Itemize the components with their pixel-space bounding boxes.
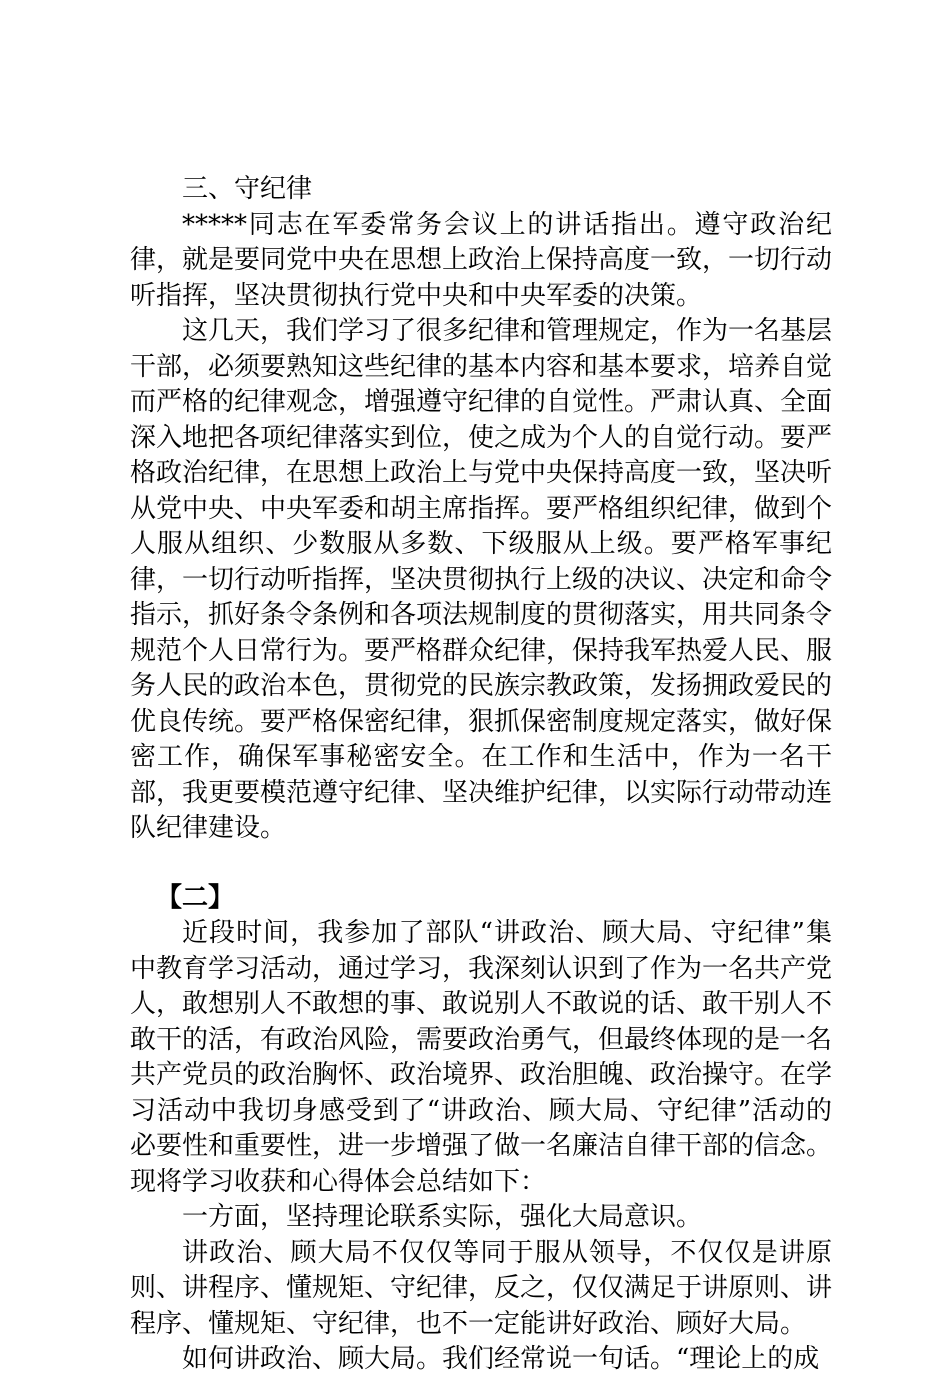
paragraph: 一方面，坚持理论联系实际，强化大局意识。 <box>182 1202 703 1232</box>
paragraph: 讲政治、顾大局不仅仅等同于服从领导，不仅仅是讲原则、讲程序、懂规矩、守纪律，反之，仅仅满足于讲原则、讲程序、懂规矩、守纪律，也不一定能讲好政治、顾好大局。 <box>130 1237 833 1339</box>
paragraph: 如何讲政治、顾大局。我们经常说一句话。“理论上的成 <box>182 1344 820 1374</box>
section-spacer <box>130 847 832 881</box>
paragraph: *****同志在军委常务会议上的讲话指出。遵守政治纪律，就是要同党中央在思想上政治上保持高度一致，一切行动听指挥，坚决贯彻执行党中央和中央军委的决策。 <box>130 209 833 311</box>
paragraph: 近段时间，我参加了部队“讲政治、顾大局、守纪律”集中教育学习活动，通过学习，我深刻认识到了作为一名共产党人，敢想别人不敢想的事、敢说别人不敢说的话、敢干别人不敢干的活，有政治风险，需要政治勇气，但最终体现的是一名共产党员的政治胸怀、政治境界、政治胆魄、政治操守。在学习活动中我切身感受到了“讲政治、顾大局、守纪律”活动的必要性和重要性，进一步增强了做一名廉洁自律干部的信念。现将学习收获和心得体会总结如下： <box>130 918 833 1197</box>
section-heading: 三、守纪律 <box>182 174 313 204</box>
document-body <box>130 172 832 1378</box>
paragraph: 这几天，我们学习了很多纪律和管理规定，作为一名基层干部，必须要熟知这些纪律的基本内容和基本要求，培养自觉而严格的纪律观念，增强遵守纪律的自觉性。严肃认真、全面深入地把各项纪律落实到位，使之成为个人的自觉行动。要严格政治纪律，在思想上政治上与党中央保持高度一致，坚决听从党中央、中央军委和胡主席指挥。要严格组织纪律，做到个人服从组织、少数服从多数、下级服从上级。要严格军事纪律，一切行动听指挥，坚决贯彻执行上级的决议、决定和命令指示，抓好条令条例和各项法规制度的贯彻落实，用共同条令规范个人日常行为。要严格群众纪律，保持我军热爱人民、服务人民的政治本色，贯彻党的民族宗教政策，发扬拥政爱民的优良传统。要严格保密纪律，狠抓保密制度规定落实，做好保密工作，确保军事秘密安全。在工作和生活中，作为一名干部，我更要模范遵守纪律、坚决维护纪律，以实际行动带动连队纪律建设。 <box>130 316 833 843</box>
section-marker: 【二】 <box>156 882 235 913</box>
